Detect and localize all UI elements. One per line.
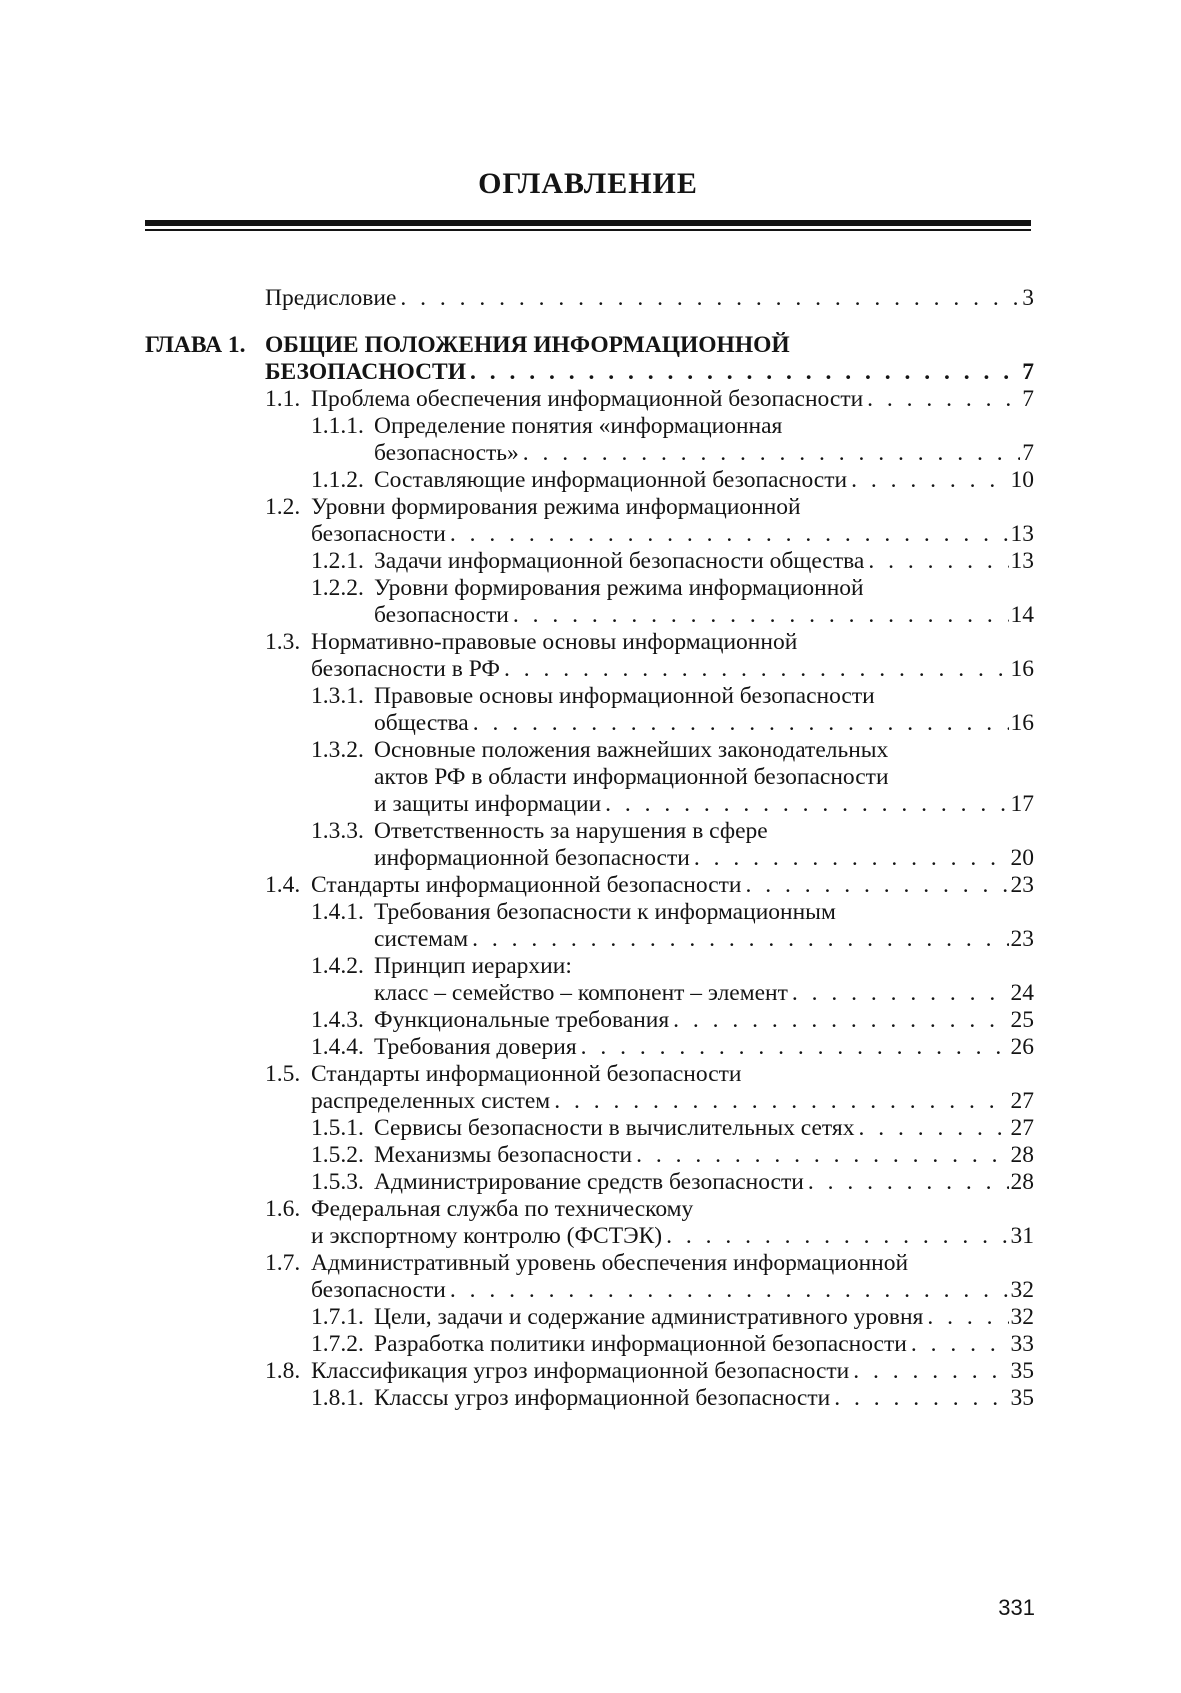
toc-entry-title: Уровни формирования режима информационной	[374, 575, 864, 601]
toc-entry-title: Основные положения важнейших законодательных	[374, 737, 889, 763]
toc-entry-page: 26	[1010, 1034, 1034, 1060]
toc-entry-page: 7	[1022, 359, 1034, 385]
toc-entry-page: 25	[1010, 1007, 1034, 1033]
toc-entry-title: Классы угроз информационной безопасности	[374, 1385, 831, 1411]
toc-entry-line	[0, 978, 1181, 1008]
toc-entry-title: и экспортному контролю (ФСТЭК)	[311, 1223, 663, 1249]
toc-entry-line	[0, 681, 1181, 711]
toc-entry-line	[0, 627, 1181, 657]
toc-entry-title: Цели, задачи и содержание административного уровня	[374, 1304, 924, 1330]
toc-entry-number: 1.4.1.	[311, 899, 364, 925]
toc-entry-number: 1.5.	[265, 1061, 301, 1087]
toc-entry-line	[0, 1113, 1181, 1143]
toc-entry-line	[0, 708, 1181, 738]
dot-leader	[867, 384, 1020, 414]
dot-leader	[400, 283, 1020, 313]
dot-leader	[470, 357, 1020, 387]
toc-entry-line	[0, 1059, 1181, 1089]
toc-entry-page: 27	[1010, 1115, 1034, 1141]
page-number: 331	[998, 1595, 1035, 1620]
toc-entry-line	[0, 897, 1181, 927]
dot-leader	[808, 1167, 1009, 1197]
toc-entry-line	[0, 1032, 1181, 1062]
toc-entry-page: 16	[1010, 710, 1034, 736]
dot-leader	[673, 1005, 1008, 1035]
toc-entry-line	[0, 762, 1181, 792]
toc-entry-line	[0, 546, 1181, 576]
toc-entry-page: 35	[1010, 1358, 1034, 1384]
toc-entry-title: класс – семейство – компонент – элемент	[374, 980, 788, 1006]
toc-entry-line	[0, 1167, 1181, 1197]
toc-entry-title: Классификация угроз информационной безопасности	[311, 1358, 850, 1384]
dot-leader	[504, 654, 1009, 684]
toc-entry-title: Стандарты информационной безопасности	[311, 872, 742, 898]
toc-entry-title: Требования доверия	[374, 1034, 577, 1060]
toc-entry-title: безопасности	[374, 602, 509, 628]
toc-entry-line	[0, 870, 1181, 900]
toc-entry-title: безопасности	[311, 521, 446, 547]
toc-entry-line	[0, 411, 1181, 441]
toc-entry-line	[0, 1383, 1181, 1413]
toc-entry-line	[0, 519, 1181, 549]
toc-entry-line	[0, 1356, 1181, 1386]
toc-entry-page: 17	[1010, 791, 1034, 817]
toc-entry-title: Предисловие	[265, 285, 397, 311]
toc-entry-title: безопасность»	[374, 440, 519, 466]
toc-entry-title: Администрирование средств безопасности	[374, 1169, 804, 1195]
toc-entry-title: БЕЗОПАСНОСТИ	[265, 359, 467, 385]
toc-entry-number: 1.5.3.	[311, 1169, 364, 1195]
toc-entry-title: Задачи информационной безопасности общества	[374, 548, 865, 574]
toc-entry-page: 13	[1010, 548, 1034, 574]
toc-entry-line	[0, 816, 1181, 846]
toc-entry-page: 23	[1010, 872, 1034, 898]
toc-entry-page: 32	[1010, 1304, 1034, 1330]
toc-entry-title: Правовые основы информационной безопасности	[374, 683, 875, 709]
toc-entry-title: Принцип иерархии:	[374, 953, 572, 979]
toc-entry-page: 32	[1010, 1277, 1034, 1303]
dot-leader	[792, 978, 1009, 1008]
toc-entry-number: 1.2.	[265, 494, 301, 520]
toc-entry-page: 35	[1010, 1385, 1034, 1411]
dot-leader	[666, 1221, 1008, 1251]
toc-entry-number: 1.3.2.	[311, 737, 364, 763]
toc-entry-page: 28	[1010, 1142, 1034, 1168]
page-title: ОГЛАВЛЕНИЕ	[478, 167, 698, 200]
toc-entry-title: актов РФ в области информационной безопасности	[374, 764, 889, 790]
toc-entry-line	[0, 357, 1181, 387]
toc-entry-title: ОБЩИЕ ПОЛОЖЕНИЯ ИНФОРМАЦИОННОЙ	[265, 332, 790, 358]
toc-entry-page: 33	[1010, 1331, 1034, 1357]
dot-leader	[927, 1302, 1008, 1332]
dot-leader	[450, 1275, 1009, 1305]
toc-entry-line	[0, 735, 1181, 765]
toc-entry-title: Разработка политики информационной безопасности	[374, 1331, 907, 1357]
toc-entry-title: системам	[374, 926, 469, 952]
toc-entry-line	[0, 1302, 1181, 1332]
toc-entry-line	[0, 924, 1181, 954]
toc-entry-line	[0, 1329, 1181, 1359]
toc-entry-page: 27	[1010, 1088, 1034, 1114]
dot-leader	[581, 1032, 1009, 1062]
toc-entry-number: 1.6.	[265, 1196, 301, 1222]
toc-entry-title: Механизмы безопасности	[374, 1142, 633, 1168]
toc-entry-title: Определение понятия «информационная	[374, 413, 783, 439]
toc-entry-title: безопасности в РФ	[311, 656, 500, 682]
toc-entry-number: 1.5.1.	[311, 1115, 364, 1141]
toc-entry-number: 1.3.3.	[311, 818, 364, 844]
toc-entry-page: 20	[1010, 845, 1034, 871]
toc-entry-line	[0, 843, 1181, 873]
toc-entry-title: Составляющие информационной безопасности	[374, 467, 848, 493]
toc-entry-title: Административный уровень обеспечения информационной	[311, 1250, 909, 1276]
toc-entry-line	[0, 283, 1181, 313]
toc-entry-line	[0, 438, 1181, 468]
dot-leader	[605, 789, 1008, 819]
toc-entry-line	[0, 384, 1181, 414]
dot-leader	[554, 1086, 1008, 1116]
toc-entry-line	[0, 573, 1181, 603]
toc-entry-page: 16	[1010, 656, 1034, 682]
toc-entry-line	[0, 1086, 1181, 1116]
toc-entry-number: 1.8.	[265, 1358, 301, 1384]
toc-entry-line	[0, 1221, 1181, 1251]
toc-entry-number: 1.4.4.	[311, 1034, 364, 1060]
dot-leader	[472, 924, 1008, 954]
toc-entry-page: 24	[1010, 980, 1034, 1006]
toc-entry-title: Сервисы безопасности в вычислительных сетях	[374, 1115, 855, 1141]
toc-entry-number: 1.3.1.	[311, 683, 364, 709]
toc-entry-line	[0, 789, 1181, 819]
toc-entry-page: 13	[1010, 521, 1034, 547]
toc-entry-title: Требования безопасности к информационным	[374, 899, 836, 925]
toc-entry-number: 1.7.2.	[311, 1331, 364, 1357]
toc-entry-number: 1.3.	[265, 629, 301, 655]
dot-leader	[834, 1383, 1008, 1413]
toc-entry-number: 1.5.2.	[311, 1142, 364, 1168]
toc-entry-page: 31	[1010, 1223, 1034, 1249]
dot-leader	[636, 1140, 1008, 1170]
toc-entry-line	[0, 1248, 1181, 1278]
dot-leader	[694, 843, 1009, 873]
dot-leader	[523, 438, 1020, 468]
toc-entry-number: 1.7.	[265, 1250, 301, 1276]
toc-entry-line	[0, 330, 1181, 360]
toc-entry-number: 1.4.3.	[311, 1007, 364, 1033]
toc-entry-title: Стандарты информационной безопасности	[311, 1061, 742, 1087]
toc-entry-page: 28	[1010, 1169, 1034, 1195]
toc-entry-line	[0, 1275, 1181, 1305]
toc-entry-title: информационной безопасности	[374, 845, 690, 871]
toc-entry-number: 1.8.1.	[311, 1385, 364, 1411]
toc-entry-title: Федеральная служба по техническому	[311, 1196, 694, 1222]
toc-entry-page: 7	[1022, 440, 1034, 466]
toc-entry-title: Уровни формирования режима информационной	[311, 494, 801, 520]
dot-leader	[450, 519, 1009, 549]
toc-entry-title: распределенных систем	[311, 1088, 551, 1114]
toc-entry-title: и защиты информации	[374, 791, 602, 817]
toc-entry-number: ГЛАВА 1.	[145, 332, 246, 358]
toc-entry-title: Проблема обеспечения информационной безопасности	[311, 386, 864, 412]
toc-entry-number: 1.1.2.	[311, 467, 364, 493]
toc-entry-title: Ответственность за нарушения в сфере	[374, 818, 768, 844]
toc-entry-line	[0, 654, 1181, 684]
toc-entry-title: Функциональные требования	[374, 1007, 670, 1033]
toc-entry-number: 1.7.1.	[311, 1304, 364, 1330]
toc-entry-line	[0, 1005, 1181, 1035]
toc-entry-line	[0, 600, 1181, 630]
dot-leader	[853, 1356, 1008, 1386]
toc-entry-line	[0, 1140, 1181, 1170]
dot-leader	[473, 708, 1009, 738]
toc-entry-number: 1.1.	[265, 386, 301, 412]
dot-leader	[868, 546, 1008, 576]
toc-entry-line	[0, 1194, 1181, 1224]
toc-entry-page: 7	[1022, 386, 1034, 412]
toc-entry-page: 23	[1010, 926, 1034, 952]
dot-leader	[513, 600, 1009, 630]
dot-leader	[858, 1113, 1008, 1143]
toc-entry-page: 3	[1022, 285, 1034, 311]
toc-entry-line	[0, 951, 1181, 981]
toc-entry-line	[0, 492, 1181, 522]
dot-leader	[746, 870, 1009, 900]
dot-leader	[911, 1329, 1009, 1359]
toc-entry-title: общества	[374, 710, 469, 736]
toc-entry-title: Нормативно-правовые основы информационной	[311, 629, 798, 655]
toc-entry-number: 1.4.	[265, 872, 301, 898]
toc-entry-number: 1.4.2.	[311, 953, 364, 979]
toc-entry-title: безопасности	[311, 1277, 446, 1303]
toc-entry-number: 1.2.1.	[311, 548, 364, 574]
toc-entry-page: 14	[1010, 602, 1034, 628]
dot-leader	[851, 465, 1008, 495]
toc-entry-line	[0, 465, 1181, 495]
toc-entry-number: 1.1.1.	[311, 413, 364, 439]
toc-entry-page: 10	[1010, 467, 1034, 493]
toc-entry-number: 1.2.2.	[311, 575, 364, 601]
